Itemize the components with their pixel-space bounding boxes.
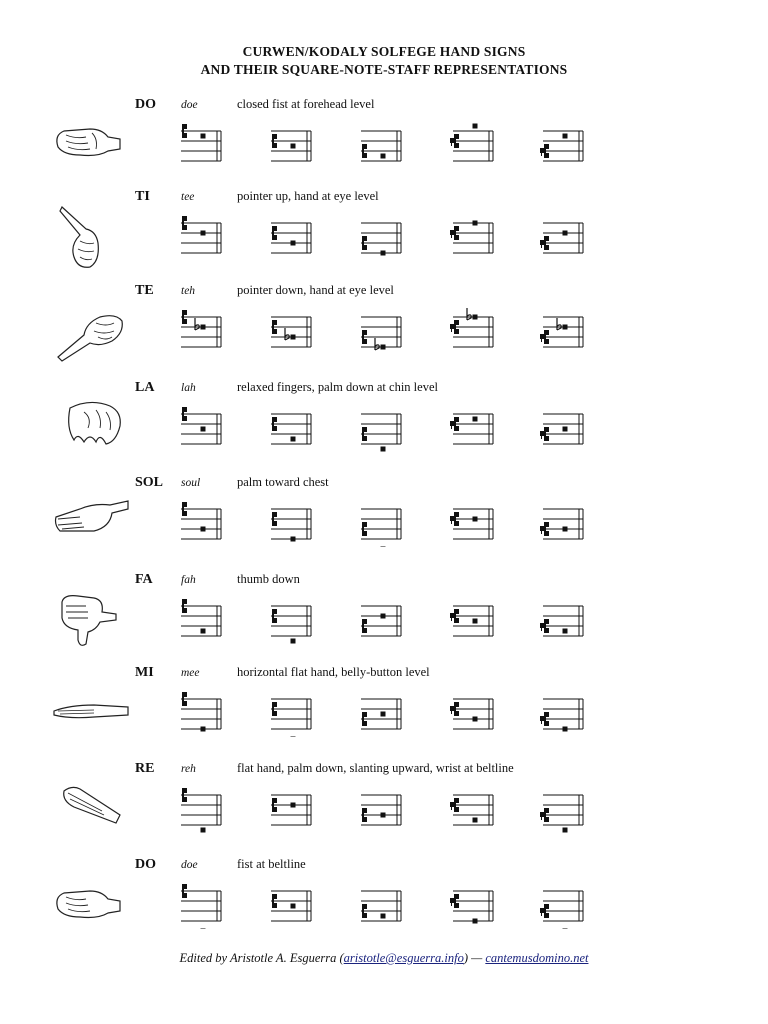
square-note-staff	[355, 497, 407, 547]
syllable-label: SOL	[135, 475, 164, 490]
pronunciation-label: reh	[181, 763, 196, 775]
flat-sign-icon	[285, 328, 289, 340]
pronunciation-label: soul	[181, 477, 201, 489]
hand-sign-description: closed fist at forehead level	[237, 97, 375, 111]
relaxed-fingers-hand-icon	[50, 392, 132, 464]
square-note-staff	[355, 687, 407, 737]
square-note	[381, 154, 386, 159]
square-note	[563, 828, 568, 833]
syllable-label: MI	[135, 665, 154, 680]
square-note	[201, 828, 206, 833]
square-note	[201, 629, 206, 634]
square-note	[473, 315, 478, 320]
square-note-staff	[447, 119, 499, 169]
square-note-staff	[537, 594, 589, 644]
solfege-row	[0, 761, 768, 857]
square-note-staff	[355, 119, 407, 169]
square-note-staff	[175, 305, 227, 355]
footer-separator: ) —	[463, 951, 486, 965]
square-note	[291, 737, 296, 738]
square-note	[201, 929, 206, 930]
pronunciation-label: tee	[181, 191, 195, 203]
square-note	[473, 221, 478, 226]
horizontal-flat-hand-icon	[50, 677, 132, 749]
square-note	[563, 134, 568, 139]
square-note	[473, 919, 478, 924]
square-note-staff	[175, 402, 227, 452]
footer-credit	[0, 951, 768, 966]
square-note-staff	[355, 879, 407, 929]
square-note-staff	[537, 783, 589, 833]
footer-email-link[interactable]: aristotle@esguerra.info	[343, 951, 464, 965]
square-note	[291, 803, 296, 808]
footer-site-link[interactable]: cantemusdomino.net	[485, 951, 589, 965]
square-note-staff	[265, 119, 317, 169]
square-note-staff	[355, 305, 407, 355]
square-note-staff	[265, 687, 317, 737]
pointer-down-hand-icon	[50, 295, 132, 367]
square-note-staff	[537, 879, 589, 929]
square-note	[201, 325, 206, 330]
square-note-staff	[537, 402, 589, 452]
square-note	[563, 727, 568, 732]
square-note-staff	[447, 879, 499, 929]
square-note-staff	[265, 497, 317, 547]
pronunciation-label: fah	[181, 574, 196, 586]
solfege-row	[0, 283, 768, 379]
square-note-staff	[537, 119, 589, 169]
square-note	[381, 614, 386, 619]
fist-at-beltline-hand-icon	[50, 869, 132, 941]
square-note	[291, 241, 296, 246]
square-note-staff	[175, 687, 227, 737]
square-note-staff	[355, 402, 407, 452]
square-note-staff	[537, 305, 589, 355]
square-note-staff	[265, 783, 317, 833]
square-note	[473, 619, 478, 624]
square-note	[381, 914, 386, 919]
square-note	[473, 517, 478, 522]
square-note-staff	[175, 879, 227, 929]
square-note-staff	[447, 783, 499, 833]
square-note	[473, 124, 478, 129]
square-note-staff	[355, 211, 407, 261]
syllable-label: LA	[135, 380, 155, 395]
square-note-staff	[447, 497, 499, 547]
square-note-staff	[175, 119, 227, 169]
square-note	[201, 427, 206, 432]
syllable-label: RE	[135, 761, 155, 776]
solfege-row	[0, 475, 768, 571]
syllable-label: TI	[135, 189, 150, 204]
flat-sign-icon	[375, 338, 379, 350]
solfege-row	[0, 189, 768, 285]
square-note-staff	[447, 211, 499, 261]
square-note-staff	[447, 687, 499, 737]
square-note-staff	[265, 402, 317, 452]
syllable-label: FA	[135, 572, 153, 587]
palm-toward-chest-hand-icon	[50, 487, 132, 559]
square-note	[381, 345, 386, 350]
square-note	[201, 134, 206, 139]
square-note-staff	[265, 879, 317, 929]
square-note-staff	[175, 497, 227, 547]
square-note	[473, 417, 478, 422]
footer-editor: Edited by Aristotle A. Esguerra (	[179, 951, 344, 965]
square-note	[563, 231, 568, 236]
square-note	[291, 537, 296, 542]
square-note	[291, 144, 296, 149]
square-note	[291, 639, 296, 644]
square-note-staff	[265, 211, 317, 261]
square-note	[201, 727, 206, 732]
syllable-label: DO	[135, 857, 156, 872]
pronunciation-label: doe	[181, 859, 198, 871]
square-note	[381, 251, 386, 256]
square-note	[381, 813, 386, 818]
flat-sign-icon	[195, 318, 199, 330]
square-note	[563, 325, 568, 330]
square-note	[291, 904, 296, 909]
solfege-row	[0, 572, 768, 668]
square-note	[381, 712, 386, 717]
pointer-up-hand-icon	[50, 201, 132, 273]
square-note	[201, 231, 206, 236]
square-note	[381, 447, 386, 452]
square-note	[473, 717, 478, 722]
hand-sign-description: thumb down	[237, 572, 300, 586]
square-note	[563, 427, 568, 432]
square-note	[563, 629, 568, 634]
square-note-staff	[175, 783, 227, 833]
square-note-staff	[447, 402, 499, 452]
hand-sign-description: relaxed fingers, palm down at chin level	[237, 380, 438, 394]
square-note	[201, 527, 206, 532]
square-note	[473, 818, 478, 823]
square-note-staff	[355, 594, 407, 644]
square-note	[563, 527, 568, 532]
square-note	[291, 335, 296, 340]
square-note-staff	[537, 687, 589, 737]
flat-sign-icon	[467, 308, 471, 320]
pronunciation-label: teh	[181, 285, 196, 297]
square-note-staff	[537, 211, 589, 261]
square-note-staff	[265, 594, 317, 644]
syllable-label: TE	[135, 283, 154, 298]
pronunciation-label: mee	[181, 667, 200, 679]
solfege-row	[0, 97, 768, 193]
pronunciation-label: doe	[181, 99, 198, 111]
square-note-staff	[447, 594, 499, 644]
solfege-row	[0, 380, 768, 476]
square-note	[291, 437, 296, 442]
square-note-staff	[447, 305, 499, 355]
page-title-line-1: CURWEN/KODALY SOLFEGE HAND SIGNS	[242, 44, 526, 59]
square-note-staff	[355, 783, 407, 833]
hand-sign-description: pointer down, hand at eye level	[237, 283, 394, 297]
hand-sign-description: horizontal flat hand, belly-button level	[237, 665, 430, 679]
solfege-row	[0, 665, 768, 761]
hand-sign-description: flat hand, palm down, slanting upward, wrist at beltline	[237, 761, 514, 775]
page-title-line-2: AND THEIR SQUARE-NOTE-STAFF REPRESENTATIONS	[200, 62, 568, 77]
slanting-flat-hand-icon	[50, 773, 132, 845]
hand-sign-description: palm toward chest	[237, 475, 329, 489]
square-note-staff	[265, 305, 317, 355]
pronunciation-label: lah	[181, 382, 196, 394]
hand-sign-description: fist at beltline	[237, 857, 306, 871]
square-note	[381, 547, 386, 548]
thumb-down-hand-icon	[50, 584, 132, 656]
square-note-staff	[175, 594, 227, 644]
hand-sign-description: pointer up, hand at eye level	[237, 189, 379, 203]
closed-fist-hand-icon	[50, 109, 132, 181]
flat-sign-icon	[557, 318, 561, 330]
square-note-staff	[537, 497, 589, 547]
solfege-row	[0, 857, 768, 953]
square-note-staff	[175, 211, 227, 261]
square-note	[563, 929, 568, 930]
syllable-label: DO	[135, 97, 156, 112]
